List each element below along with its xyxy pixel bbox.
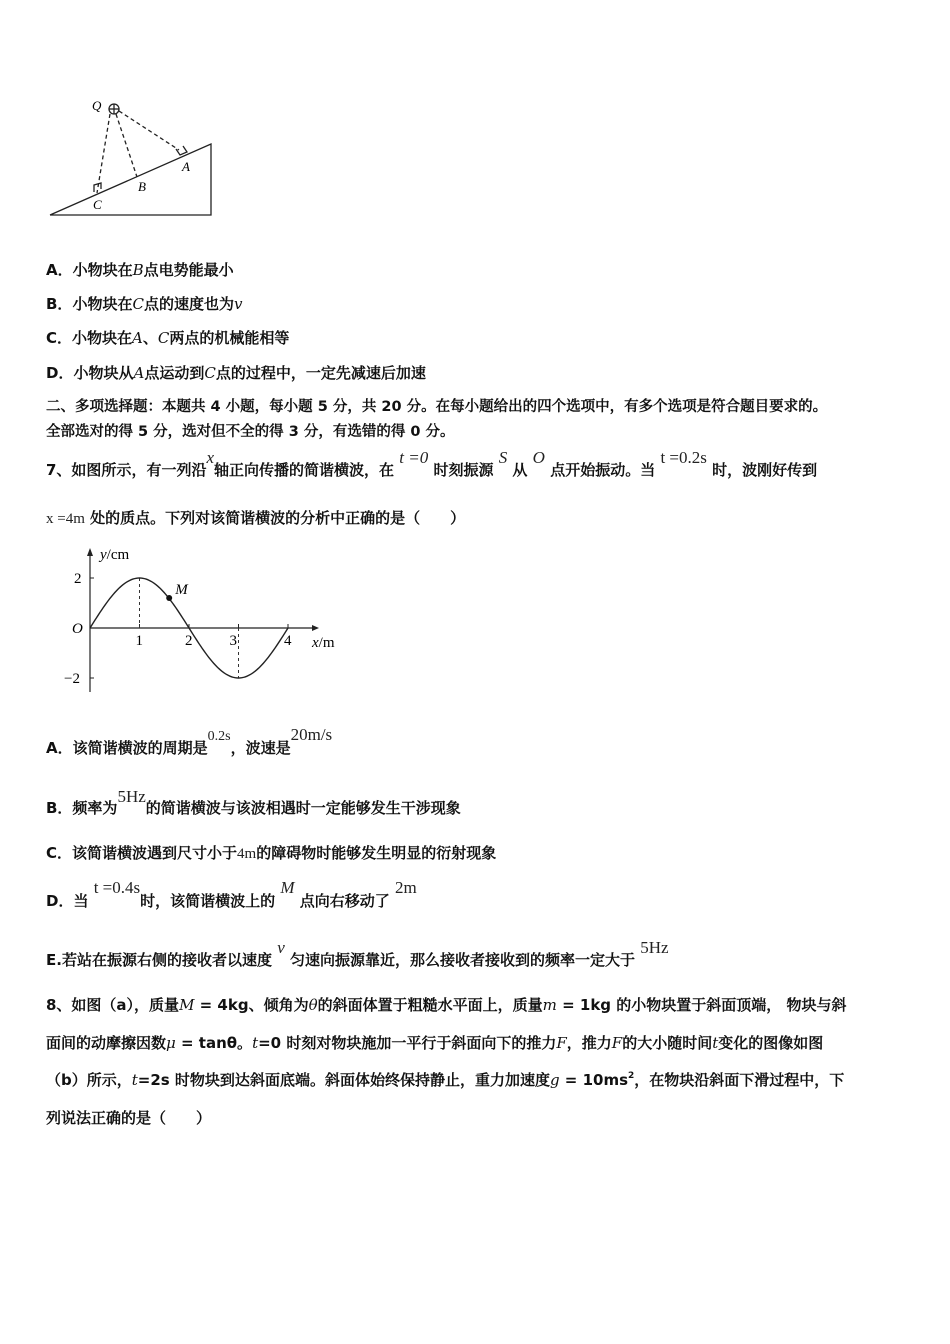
point-m bbox=[166, 595, 172, 601]
origin-label: O bbox=[72, 621, 83, 637]
q8-line4: 列说法正确的是（ ） bbox=[46, 1109, 212, 1127]
q8-line2: 面间的动摩擦因数μ = tanθ。t=0 时刻对物块施加一平行于斜面向下的推力F，推力F的大小随时间t变化的图像如图 bbox=[46, 1034, 824, 1052]
label-b: B bbox=[138, 179, 146, 194]
point-m-label: M bbox=[175, 582, 188, 598]
label-q: Q bbox=[92, 98, 102, 113]
q8-line1: 8、如图（a），质量M = 4kg、倾角为θ的斜面体置于粗糙水平面上，质量m = 1kg 的小物块置于斜面顶端， 物块与斜 bbox=[46, 996, 847, 1014]
q7-option-c: C．该简谐横波遇到尺寸小于4m的障碍物时能够发生明显的衍射现象 bbox=[46, 844, 497, 862]
label-c: C bbox=[93, 197, 102, 212]
x-tick-label: 3 bbox=[229, 633, 237, 649]
q6-option-c: C．小物块在A、C两点的机械能相等 bbox=[46, 329, 290, 347]
x-axis-arrow bbox=[312, 625, 319, 631]
q8-line3: （b）所示，t=2s 时物块到达斜面底端。斜面体始终保持静止，重力加速度$g = 10ms^2$，在物块沿斜面下滑过程中，下 bbox=[46, 1071, 845, 1089]
q7-stem-line1: 7、如图所示，有一列沿x轴正向传播的简谐横波，在 t =0 时刻振源 S 从 O 点开始振动。当 t =0.2s 时，波刚好传到 bbox=[46, 448, 818, 479]
q6-option-d: D．小物块从A点运动到C点的过程中，一定先减速后加速 bbox=[46, 364, 426, 382]
q7-option-d: D．当 t =0.4s时，该简谐横波上的 M 点向右移动了 2m bbox=[46, 878, 417, 910]
label-a: A bbox=[182, 159, 190, 174]
x-axis-label: x/m bbox=[312, 635, 335, 651]
y-axis-label: y/cm bbox=[100, 547, 130, 563]
q7-option-a: A．该简谐横波的周期是0.2s，波速是20m/s bbox=[46, 725, 333, 757]
q6-option-b: B．小物块在C点的速度也为v bbox=[46, 295, 243, 313]
q7-stem-line2: x =4m 处的质点。下列对该简谐横波的分析中正确的是（ ） bbox=[46, 509, 466, 527]
y-tick-label: 2 bbox=[74, 571, 82, 587]
wave-chart bbox=[60, 542, 350, 702]
x-tick-label: 1 bbox=[135, 633, 143, 649]
x-tick-label: 4 bbox=[284, 633, 292, 649]
section2-line2: 全部选对的得 5 分，选对但不全的得 3 分，有选错的得 0 分。 bbox=[46, 424, 455, 440]
q7-option-b: B．频率为5Hz的简谐横波与该波相遇时一定能够发生干涉现象 bbox=[46, 787, 461, 817]
section2-line1: 二、多项选择题：本题共 4 小题，每小题 5 分，共 20 分。在每小题给出的四个选项中，有多个选项是符合题目要求的。 bbox=[46, 399, 828, 415]
incline-figure bbox=[40, 95, 225, 225]
q7-option-e: E.若站在振源右侧的接收者以速度 v 匀速向振源靠近，那么接收者接收到的频率一定大于 5Hz bbox=[46, 938, 669, 969]
x-tick-label: 2 bbox=[185, 633, 193, 649]
y-tick-label: −2 bbox=[64, 671, 80, 687]
q6-option-a: A．小物块在B点电势能最小 bbox=[46, 261, 234, 279]
y-axis-arrow bbox=[87, 548, 93, 556]
